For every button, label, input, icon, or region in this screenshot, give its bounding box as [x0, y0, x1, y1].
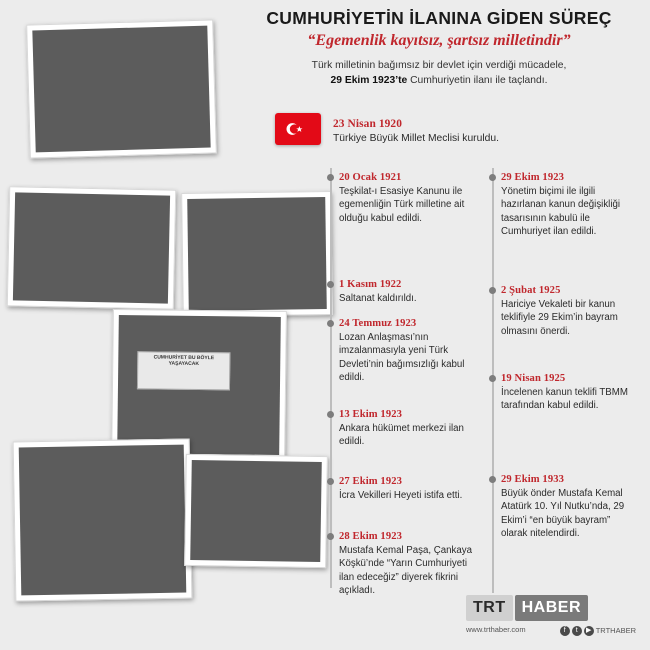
photo-image — [13, 192, 170, 303]
timeline-date: 29 Ekim 1933 — [501, 474, 565, 485]
timeline-item-right-3 — [501, 474, 633, 541]
timeline-dot — [489, 375, 496, 382]
lead-rest: Cumhuriyetin ilanı ile taçlandı. — [407, 74, 548, 86]
turkish-flag-icon — [275, 113, 321, 145]
photo-banner-caption: CUMHURİYET BU BÖYLE YAŞAYACAK — [137, 351, 230, 390]
timeline-date: 24 Temmuz 1923 — [339, 318, 417, 329]
social-handle: TRTHABER — [595, 625, 636, 635]
page-title: CUMHURİYETİN İLANINA GİDEN SÜREÇ — [266, 8, 612, 28]
timeline-item-left-1 — [339, 279, 469, 305]
timeline-dot — [489, 287, 496, 294]
trt-haber-logo — [466, 595, 636, 637]
timeline-text: Yönetim biçimi ile ilgili hazırlanan kanun değişikliği tasarısının kabulü ile Cumhuriyet ilan edildi. — [501, 186, 621, 238]
timeline-dot — [327, 533, 334, 540]
photo-crowd-square — [184, 454, 328, 568]
photo-image — [117, 315, 281, 455]
timeline-item-right-1 — [501, 285, 633, 338]
timeline-item-right-0 — [501, 172, 633, 239]
twitter-icon[interactable]: t — [572, 626, 582, 636]
timeline-item-left-4 — [339, 476, 469, 502]
timeline-dot — [327, 478, 334, 485]
footer-url[interactable]: www.trthaber.com — [466, 625, 526, 634]
timeline-dot — [489, 174, 496, 181]
photo-ataturk-with-officer — [13, 438, 193, 601]
timeline-date: 2 Şubat 1925 — [501, 285, 561, 296]
timeline-text: Ankara hükümet merkezi ilan edildi. — [339, 423, 464, 448]
timeline-date: 28 Ekim 1923 — [339, 531, 403, 542]
timeline-item-right-2 — [501, 373, 633, 413]
timeline-date: 29 Ekim 1923 — [501, 172, 565, 183]
timeline-text: Teşkilat-ı Esasiye Kanunu ile egemenliğin Türk milletine ait olduğu kabul edildi. — [339, 186, 465, 224]
photo-image — [19, 445, 187, 596]
timeline-item-left-2 — [339, 318, 469, 385]
photo-image — [190, 460, 322, 562]
timeline-text: Mustafa Kemal Paşa, Çankaya Köşkü’nde “Yarın Cumhuriyeti ilan edeceğiz” diyerek fikrini açıkladı. — [339, 545, 472, 597]
lead-bold-date: 29 Ekim 1923’te — [330, 74, 408, 86]
photo-celebration-banner — [111, 309, 287, 461]
timeline-item-first — [333, 118, 563, 146]
timeline-text: Büyük önder Mustafa Kemal Atatürk 10. Yıl Nutku’nda, 29 Ekim’i “en büyük bayram” olarak nitelendirdi. — [501, 488, 625, 540]
timeline-date: 20 Ocak 1921 — [339, 172, 402, 183]
timeline-text: İcra Vekilleri Heyeti istifa etti. — [339, 490, 463, 501]
photo-image — [187, 197, 327, 311]
timeline-item-left-5 — [339, 531, 475, 598]
timeline-dot — [327, 320, 334, 327]
timeline-date: 19 Nisan 1925 — [501, 373, 566, 384]
timeline-item-left-3 — [339, 409, 469, 449]
photo-ataturk-crowd-balcony — [26, 19, 217, 158]
timeline-date: 27 Ekim 1923 — [339, 476, 403, 487]
timeline-text: Saltanat kaldırıldı. — [339, 293, 417, 304]
timeline-dot — [327, 174, 334, 181]
photo-officers-group — [7, 186, 176, 309]
timeline-text: İncelenen kanun teklifi TBMM tarafından kabul edildi. — [501, 387, 628, 412]
logo-haber: HABER — [515, 595, 588, 621]
timeline-date: 23 Nisan 1920 — [333, 118, 403, 130]
timeline-text: Türkiye Büyük Millet Meclisi kuruldu. — [333, 133, 499, 144]
photo-ankara-station-building — [181, 191, 333, 317]
timeline-text: Lozan Anlaşması’nın imzalanmasıyla yeni Türk Devleti’nin bağımsızlığı kabul edildi. — [339, 332, 465, 384]
photo-image — [32, 26, 210, 153]
youtube-icon[interactable]: ▶ — [584, 626, 594, 636]
timeline-text: Hariciye Vekaleti bir kanun teklifiyle 29 Ekim’in bayram olmasını önerdi. — [501, 299, 618, 337]
page-header — [236, 8, 642, 89]
timeline-dot — [327, 411, 334, 418]
timeline-dot — [489, 476, 496, 483]
page-subtitle: “Egemenlik kayıtsız, şartsız milletindir” — [307, 32, 571, 49]
logo-trt: TRT — [466, 595, 513, 621]
star-and-crescent-icon — [284, 119, 304, 139]
lead-line-1: Türk milletinin bağımsız bir devlet için verdiği mücadele, — [311, 60, 567, 71]
footer-social[interactable] — [560, 626, 636, 636]
facebook-icon[interactable]: f — [560, 626, 570, 636]
timeline-item-left-0 — [339, 172, 467, 225]
timeline-dot — [327, 281, 334, 288]
page-lead — [236, 59, 642, 89]
timeline-date: 1 Kasım 1922 — [339, 279, 402, 290]
timeline-date: 13 Ekim 1923 — [339, 409, 403, 420]
timeline-axis-left — [330, 168, 332, 588]
